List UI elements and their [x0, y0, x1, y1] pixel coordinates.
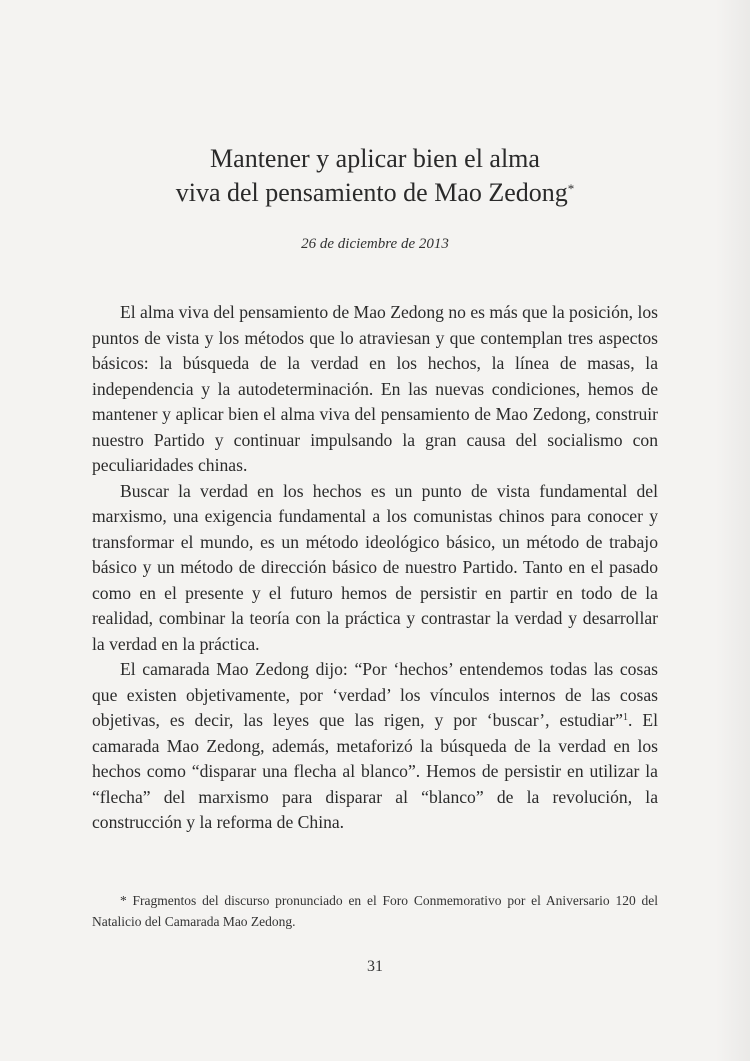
title-footnote-marker: *: [567, 181, 575, 196]
title-line-1: Mantener y aplicar bien el alma: [210, 144, 540, 173]
speech-date: 26 de diciembre de 2013: [301, 236, 449, 252]
title-line-2-text: viva del pensamiento de Mao Zedong: [175, 178, 568, 207]
footnote-text: * Fragmentos del discurso pronunciado en el Foro Conmemorativo por el Aniversario 120 del Natalicio del Camarada Mao Zedong.: [92, 893, 658, 929]
body-text: [92, 300, 658, 836]
paragraph-3-part-2: . El camarada Mao Zedong, además, metaforizó la búsqueda de la verdad en los hechos como “disparar una flecha al blanco”. Hemos de persistir en utilizar la “flecha” del marxismo para disparar al “blanco” de la revolución, la construcción y la reforma de China.: [92, 710, 658, 832]
paragraph-3: [92, 657, 658, 836]
paragraph-2: Buscar la verdad en los hechos es un punto de vista fundamental del marxismo, una exigencia fundamental a los comunistas chinos para conocer y transformar el mundo, es un método ideológico básico, un método de trabajo básico y un método de dirección básico de nuestro Partido. Tanto en el pasado como en el presente y el futuro hemos de persistir en partir en todo de la realidad, combinar la teoría con la práctica y contrastar la verdad y desarrollar la verdad en la práctica.: [92, 480, 658, 654]
page-number: 31: [367, 958, 383, 975]
endnote-marker-1: 1: [622, 712, 628, 723]
paragraph-3-part-1: El camarada Mao Zedong dijo: “Por ‘hechos’ entendemos todas las cosas que existen objetivamente, por ‘verdad’ los vínculos internos de las cosas objetivas, es decir, las leyes que las rigen, y por ‘buscar’, estudiar”: [92, 659, 658, 730]
paragraph-1: El alma viva del pensamiento de Mao Zedong no es más que la posición, los puntos de vista y los métodos que lo atraviesan y que contemplan tres aspectos básicos: la búsqueda de la verdad en los hechos, la línea de masas, la independencia y la autodeterminación. En las nuevas condiciones, hemos de mantener y aplicar bien el alma viva del pensamiento de Mao Zedong, construir nuestro Partido y continuar impulsando la gran causa del socialismo con peculiaridades chinas.: [92, 302, 658, 475]
footnote: [92, 890, 658, 932]
chapter-title: [0, 142, 750, 210]
page-edge-shadow: [716, 0, 750, 1061]
title-line-2: [0, 176, 750, 210]
